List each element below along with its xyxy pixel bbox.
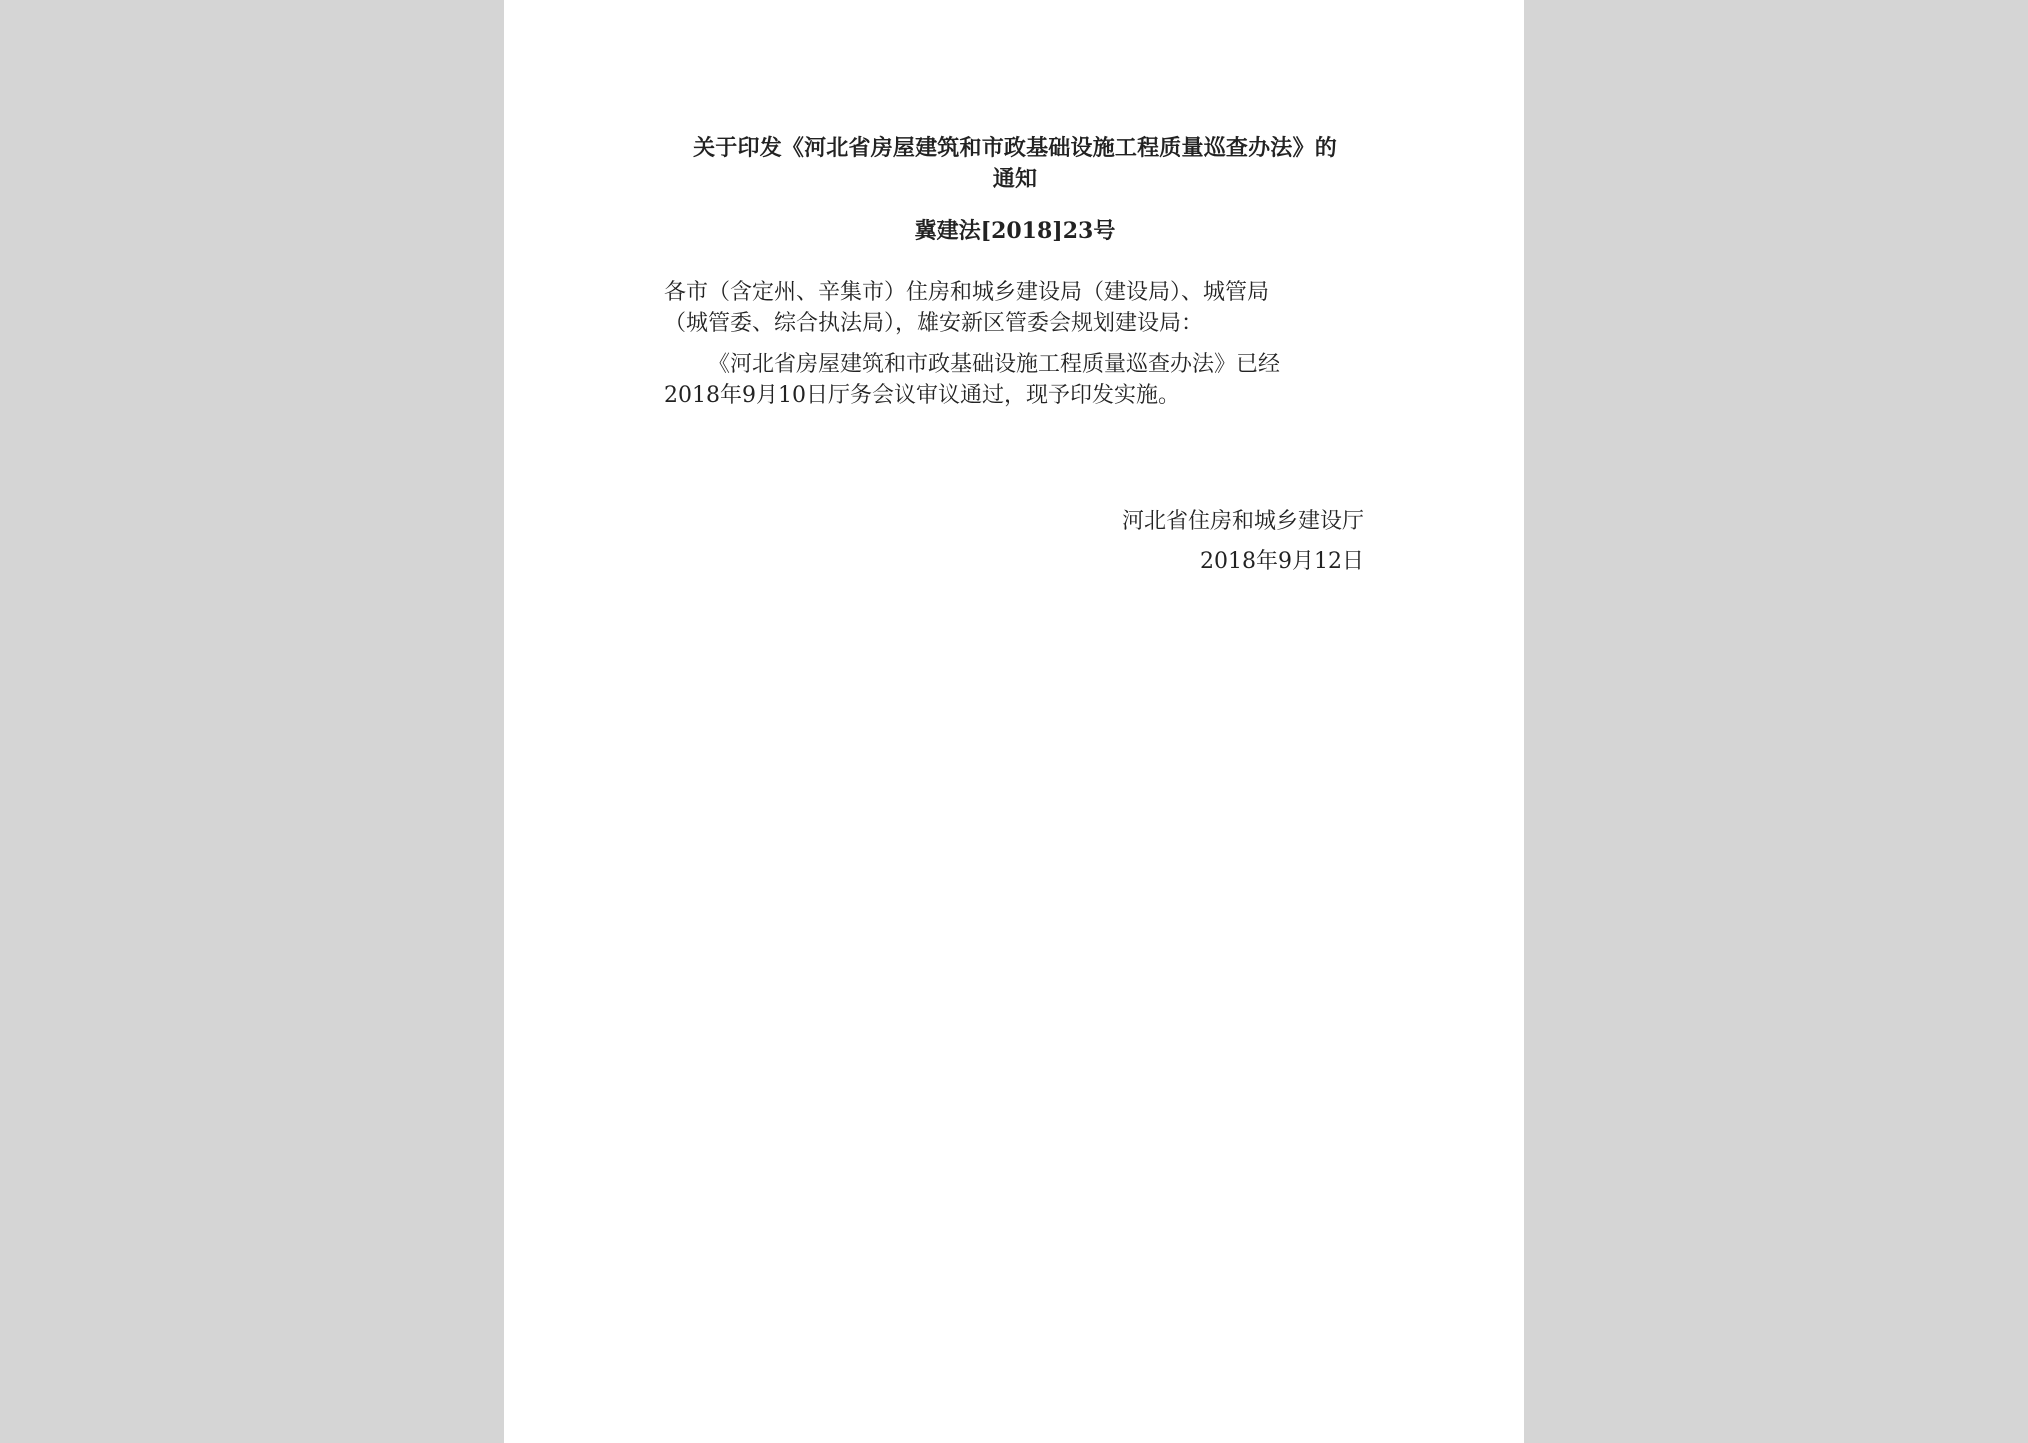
addressee-line-1: 各市（含定州、辛集市）住房和城乡建设局（建设局）、城管局	[664, 280, 1270, 305]
title-line-2: 通知	[992, 166, 1038, 192]
document-title	[664, 133, 1366, 195]
issuer-signature: 河北省住房和城乡建设厅	[1121, 509, 1364, 534]
addressee-line-2: （城管委、综合执法局），雄安新区管委会规划建设局：	[664, 311, 1204, 336]
document-page	[504, 0, 1524, 1443]
body-line-1: 《河北省房屋建筑和市政基础设施工程质量巡查办法》已经	[708, 352, 1281, 377]
issue-date: 2018年9月12日	[1200, 549, 1364, 574]
title-line-1: 关于印发《河北省房屋建筑和市政基础设施工程质量巡查办法》的	[693, 135, 1337, 161]
body-line-2: 2018年9月10日厅务会议审议通过，现予印发实施。	[664, 383, 1180, 408]
document-number: 冀建法[2018]23号	[914, 218, 1116, 244]
